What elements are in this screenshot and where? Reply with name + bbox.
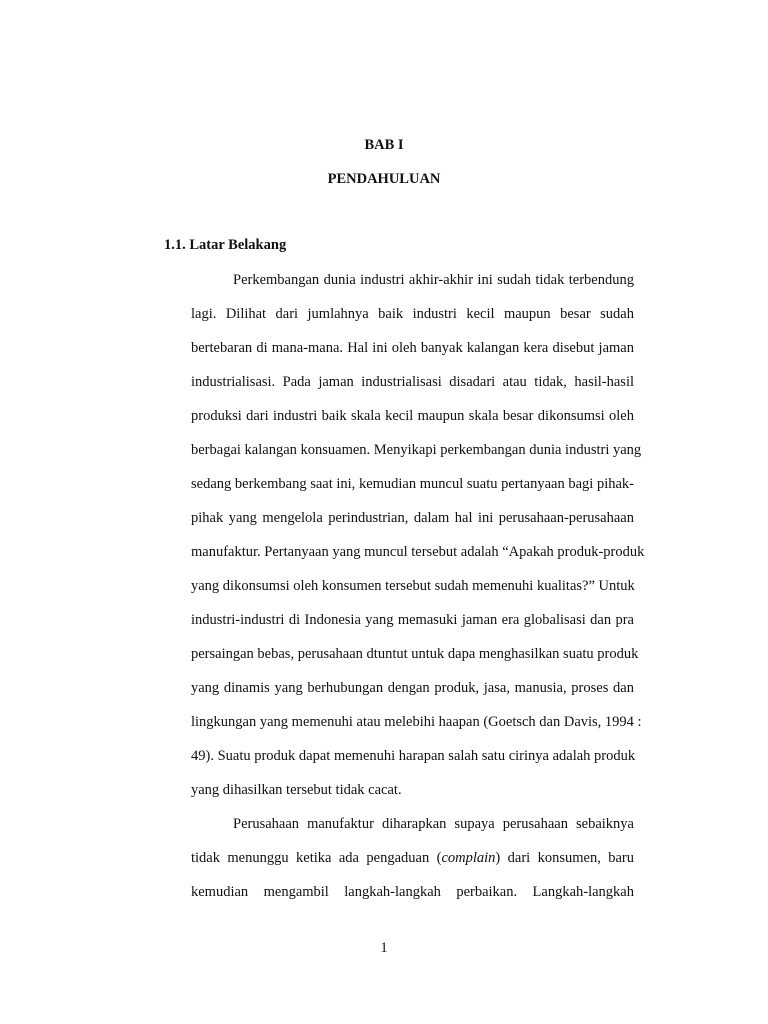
italic-term: complain [441, 850, 496, 866]
paragraph-line: kemudian mengambil langkah-langkah perbaikan. Langkah-langkah [191, 884, 634, 900]
paragraph-line-last: yang dihasilkan tersebut tidak cacat. [191, 782, 402, 798]
chapter-title: PENDAHULUAN [327, 171, 441, 187]
chapter-number: BAB I [364, 137, 404, 153]
paragraph-line: yang dikonsumsi oleh konsumen tersebut sudah memenuhi kualitas?” Untuk [191, 578, 635, 594]
paragraph-line: persaingan bebas, perusahaan dtuntut untuk dapa menghasilkan suatu produk [191, 646, 639, 662]
paragraph-line: Perusahaan manufaktur diharapkan supaya perusahaan sebaiknya [233, 816, 634, 832]
paragraph-line: 49). Suatu produk dapat memenuhi harapan salah satu cirinya adalah produk [191, 748, 636, 764]
paragraph-line: produksi dari industri baik skala kecil maupun skala besar dikonsumsi oleh [191, 408, 634, 424]
paragraph-line: industrialisasi. Pada jaman industrialisasi disadari atau tidak, hasil-hasil [191, 374, 634, 390]
page-number: 1 [380, 940, 388, 956]
paragraph-line: Perkembangan dunia industri akhir-akhir ini sudah tidak terbendung [233, 272, 634, 288]
paragraph-line: manufaktur. Pertanyaan yang muncul tersebut adalah “Apakah produk-produk [191, 544, 645, 560]
paragraph-line: pihak yang mengelola perindustrian, dalam hal ini perusahaan-perusahaan [191, 510, 634, 526]
paragraph-line: lingkungan yang memenuhi atau melebihi haapan (Goetsch dan Davis, 1994 : [191, 714, 642, 730]
paragraph-line: yang dinamis yang berhubungan dengan produk, jasa, manusia, proses dan [191, 680, 634, 696]
section-heading: 1.1. Latar Belakang [164, 237, 287, 253]
paragraph-line: lagi. Dilihat dari jumlahnya baik industri kecil maupun besar sudah [191, 306, 634, 322]
paragraph-line: industri-industri di Indonesia yang memasuki jaman era globalisasi dan pra [191, 612, 634, 628]
paragraph-line: berbagai kalangan konsuamen. Menyikapi perkembangan dunia industri yang [191, 442, 642, 458]
paragraph-line: sedang berkembang saat ini, kemudian muncul suatu pertanyaan bagi pihak- [191, 476, 634, 492]
paragraph-line: bertebaran di mana-mana. Hal ini oleh banyak kalangan kera disebut jaman [191, 340, 634, 356]
text-span: tidak menunggu ketika ada pengaduan ( [191, 850, 442, 866]
paragraph-line [191, 850, 634, 867]
text-span: ) dari konsumen, baru [495, 850, 634, 866]
